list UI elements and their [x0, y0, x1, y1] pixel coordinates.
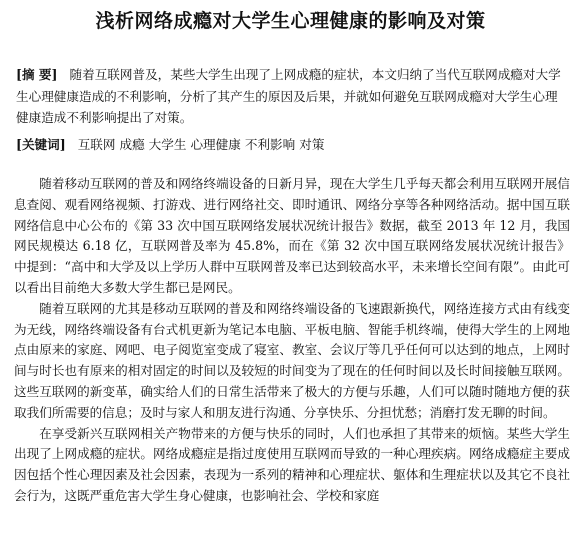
body-paragraph: 随着移动互联网的普及和网络终端设备的日新月异，现在大学生几乎每天都会利用互联网开展信息查阅、观看网络视频、打游戏、进行网络社交、即时通讯、网络分享等各种网络活动。据中国互联网络信息中心公布的《第 33 次中国互联网络发展状况统计报告》数据，截至 2013 年 12 月，我国网民规模达 6.18 亿，互联网普及率为 45.8%，而在《第 32 次中国互联网络发展状况统计报告》中提到：“高中和大学及以上学历人群中互联网普及率已达到较高水平，未来增长空间有限”。由此可以看出目前绝大多数大学生都已是网民。	[14, 176, 570, 295]
article-title: 浅析网络成瘾对大学生心理健康的影响及对策	[95, 10, 486, 32]
body-paragraph: 在享受新兴互联网相关产物带来的方便与快乐的同时，人们也承担了其带来的烦恼。某些大学生出现了上网成瘾的症状。网络成瘾症是指过度使用互联网而导致的一种心理疾病。网络成瘾症主要成因包括个性心理因素及社会因素，表现为一系列的精神和心理症状、躯体和生理症状以及其它不良社会行为，这既严重危害大学生身心健康，也影响社会、学校和家庭	[14, 425, 570, 503]
abstract-label: [摘 要]	[16, 67, 58, 82]
keywords-text: 互联网 成瘾 大学生 心理健康 不利影响 对策	[77, 137, 325, 152]
body-paragraph: 随着互联网的尤其是移动互联网的普及和网络终端设备的飞速跟新换代，网络连接方式由有线变为无线，网络终端设备有台式机更新为笔记本电脑、平板电脑、智能手机终端，使得大学生的上网地点由原来的家庭、网吧、电子阅览室变成了寝室、教室、会议厅等几乎任何可以达到的地点，上网时间与时长也有原来的相对固定的时间以及较短的时间变为了现在的任何时间以及长时间接触互联网。这些互联网的新变革，确实给人们的日常生活带来了极大的方便与乐趣，人们可以随时随地方便的获取我们所需要的信息；及时与家人和朋友进行沟通、分享快乐、分担忧愁；消磨打发无聊的时间。	[14, 300, 570, 420]
keywords-label: [关键词]	[16, 137, 66, 152]
abstract-text: 随着互联网普及，某些大学生出现了上网成瘾的症状，本文归纳了当代互联网成瘾对大学生心理健康造成的不利影响，分析了其产生的原因及后果，并就如何避免互联网成瘾对大学生心理健康造成不利影响提出了对策。	[16, 67, 561, 125]
keywords	[16, 134, 568, 155]
abstract	[16, 64, 568, 129]
article-body	[14, 174, 570, 507]
